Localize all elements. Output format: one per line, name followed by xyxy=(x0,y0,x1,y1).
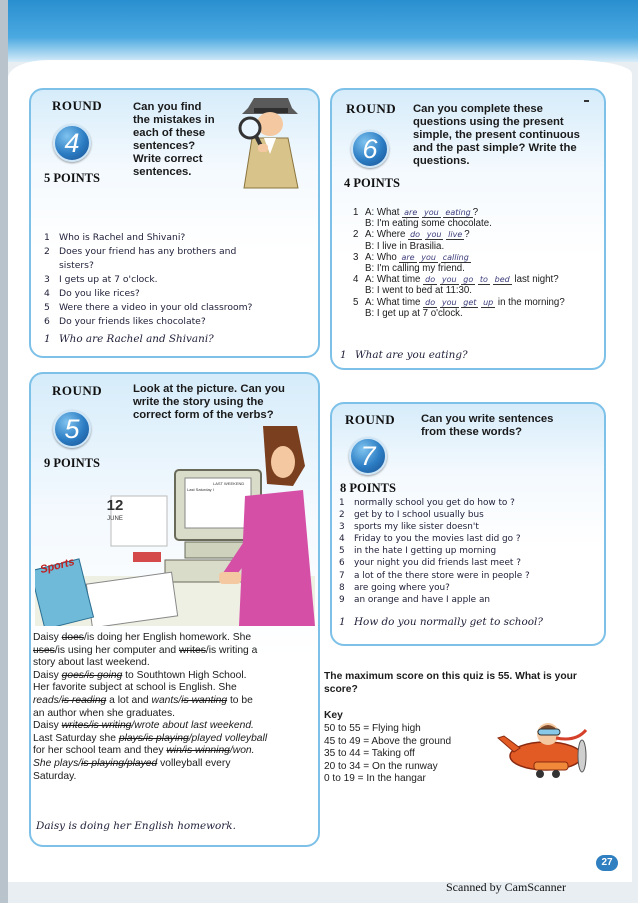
page-number-badge: 27 xyxy=(596,855,618,871)
dialog-line: B: I'm eating some chocolate. xyxy=(365,218,492,230)
list-item: 1 Who is Rachel and Shivani? xyxy=(44,232,186,243)
scan-left-edge xyxy=(0,0,8,903)
list-item: 4 Friday to you the movies last did go ? xyxy=(339,534,521,545)
story-line: for her school team and they win/is winning/won. xyxy=(33,745,255,757)
round-5-story xyxy=(33,632,311,783)
list-item: 5 Were there a video in your old classroom? xyxy=(44,302,253,313)
list-item: 6 Do your friends likes chocolate? xyxy=(44,316,206,327)
list-item: 8 are going where you? xyxy=(339,582,450,593)
round-6-label: ROUND xyxy=(346,101,397,116)
sports-magazine-title: Sports xyxy=(39,555,76,577)
list-item: 6 your night you did friends last meet ? xyxy=(339,558,521,569)
list-item: 50 to 55 = Flying high xyxy=(324,723,421,734)
round-7-points: 8 POINTS xyxy=(340,481,396,495)
computer-screen-text: LAST WEEKEND Last Saturday I xyxy=(187,481,245,492)
calendar-month: JUNE xyxy=(107,516,123,522)
score-key-list xyxy=(324,723,451,786)
story-line: Daisy goes/is going to Southtown High School. xyxy=(33,669,247,681)
list-item: sisters? xyxy=(59,260,94,271)
max-score-question: The maximum score on this quiz is 55. What is your score? xyxy=(324,671,577,695)
round-5-label: ROUND xyxy=(52,383,103,398)
round-4-points: 5 POINTS xyxy=(44,171,100,185)
round-4-label: ROUND xyxy=(52,98,103,113)
story-line: Last Saturday she plays/is playing/played volleyball xyxy=(33,732,268,744)
detective-illustration xyxy=(228,94,312,190)
round-5-points: 9 POINTS xyxy=(44,456,100,470)
score-key-title: Key xyxy=(324,710,343,721)
list-item: 35 to 44 = Taking off xyxy=(324,748,415,760)
page-header-band xyxy=(0,0,638,62)
list-item: 20 to 34 = On the runway xyxy=(324,760,438,772)
dialog-line: 3 A: Who are you calling xyxy=(353,251,469,263)
round-6-dialog xyxy=(353,207,565,319)
round-7-word-list xyxy=(339,497,530,606)
list-item: 0 to 19 = In the hangar xyxy=(324,773,426,785)
round-4-example-answer: 1 Who are Rachel and Shivani? xyxy=(44,333,214,345)
list-item: 9 an orange and have I apple an xyxy=(339,594,491,605)
round-4-number-badge: 4 xyxy=(53,124,91,162)
story-line: story about last weekend. xyxy=(33,657,150,669)
dialog-line: 1 A: What are you eating ? xyxy=(353,207,479,218)
list-item: 2 Does your friend has any brothers and xyxy=(44,246,237,257)
dialog-line: B: I went to bed at 11:30. xyxy=(365,285,472,297)
round-5-example-answer: Daisy is doing her English homework. xyxy=(36,820,236,832)
list-item: 5 in the hate I getting up morning xyxy=(339,546,497,557)
round-7-label: ROUND xyxy=(345,412,396,427)
round-7-number-badge: 7 xyxy=(349,437,387,475)
story-line: reads/is reading a lot and wants/is wanting to be xyxy=(33,694,253,706)
dialog-line: 2 A: Where do you live ? xyxy=(353,229,470,241)
story-line: Saturday. xyxy=(33,770,77,782)
dialog-line: 4 A: What time do you go to bed last night? xyxy=(353,274,559,286)
airplane-pilot-illustration xyxy=(494,712,594,784)
round-6-example-answer: 1 What are you eating? xyxy=(340,349,468,361)
dialog-line: B: I live in Brasilia. xyxy=(365,240,445,252)
calendar-day: 12 xyxy=(106,497,124,514)
round-6-number-badge: 6 xyxy=(351,130,389,168)
round-5-number-badge: 5 xyxy=(53,410,91,448)
list-item: 3 I gets up at 7 o'clock. xyxy=(44,274,158,285)
scanner-watermark: Scanned by CamScanner xyxy=(446,880,566,894)
story-line: Daisy writes/is writing/wrote about last weekend. xyxy=(33,720,254,732)
list-item: 1 normally school you get do how to ? xyxy=(339,498,515,508)
list-item: 3 sports my like sister doesn't xyxy=(339,522,479,533)
story-line: Her favorite subject at school is English. She xyxy=(33,682,237,694)
story-line: uses/is using her computer and writes/is writing a xyxy=(33,644,258,656)
round-7-example-answer: 1 How do you normally get to school? xyxy=(339,616,543,628)
girl-at-computer-illustration xyxy=(35,426,315,626)
round-6-points: 4 POINTS xyxy=(344,176,400,190)
story-line: She plays/is playing/played volleyball every xyxy=(33,757,231,769)
story-line: Daisy does/is doing her English homework. She xyxy=(33,632,252,643)
dialog-line: B: I'm calling my friend. xyxy=(365,262,465,274)
story-line: an author when she graduates. xyxy=(33,707,175,719)
dialog-line: 5 A: What time do you get up in the morning? xyxy=(353,296,565,308)
round-4-sentence-list xyxy=(44,231,252,329)
list-item: 2 get by to I school usually bus xyxy=(339,510,484,521)
list-item: 4 Do you like rices? xyxy=(44,288,140,299)
dialog-line: B: I get up at 7 o'clock. xyxy=(365,307,463,319)
round-4-question: Can you find the mistakes in each of these sentences? Write correct sentences. xyxy=(133,101,215,178)
decorative-dash xyxy=(584,100,589,102)
list-item: 45 to 49 = Above the ground xyxy=(324,735,452,747)
round-7-question: Can you write sentences from these words? xyxy=(421,413,554,438)
list-item: 7 a lot of the there store were in people ? xyxy=(339,570,530,581)
round-6-question: Can you complete these questions using the present simple, the present continuous and the past simple? Write the questions. xyxy=(413,103,580,167)
round-5-question: Look at the picture. Can you write the story using the correct form of the verbs? xyxy=(133,383,285,421)
